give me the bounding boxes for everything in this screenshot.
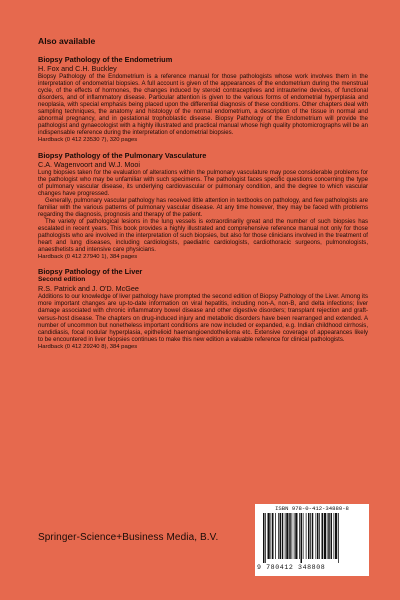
book-title: Biopsy Pathology of the Liver [38, 267, 143, 277]
book-description: Lung biopsies taken for the evaluation of alterations within the pulmonary vasculature may pose considerable problems for the pathologist who may be unfamiliar with such specimens. The pathologist faces specific questions concerning the type of pulmonary vascular disease, its underlying cardiovascular or pulmonary condition, and the degree to which vascular changes have progressed. [38, 169, 368, 197]
barcode-icon [261, 513, 363, 563]
book-description: Additions to our knowledge of liver pathology have prompted the second edition of Biopsy Pathology of the Liver. Among its more important changes are up-to-date information on viral hepatitis, including non-A, non-B, and delta infections; liver damage associated with chronic inflammatory bowel disease and other digestive disorders; transplant rejection and graft-versus-host disease. The chapters on drug-induced injury and metabolic disorders have been rearranged and extended. A number of uncommon but nonetheless important conditions are now included or expanded, e.g. Indian childhood cirrhosis, candidiasis, focal nodular hyperplasia, epithelioid haemangioendothelioma etc. Extensive coverage of appearances likely to be encountered in liver biopsies continues to make this new edition a valuable reference for clinical pathologists. [38, 294, 368, 343]
book-authors: R.S. Patrick and J. O'D. McGee [38, 284, 139, 294]
back-cover-text [38, 36, 368, 357]
barcode-digits: 9 780412 348808 [257, 564, 326, 571]
book-description: Biopsy Pathology of the Endometrium is a reference manual for those pathologists whose work involves them in the interpretation of endometrial biopsies. A full account is given of the appearances of the endometrium during the menstrual cycle, of the effects of hormones, the changes induced by steroid contraceptives and intrauterine devices, of functional disorders, and of inflammatory disease. Particular attention is given to the various forms of endometrial hyperplasia and neoplasia, with special emphasis being placed upon the differential diagnosis of these conditions. Other chapters deal with sampling techniques, the anatomy and histology of the normal endometrium, a description of the tissue in normal and abnormal pregnancy, and in gestational trophoblastic disease. Biopsy Pathology of the Endometrium will provide the pathologist and gynaecologist with a highly illustrated and practical manual whose high quality photomicrographs will be an indispensable reference during the interpretation of endometrial biopsies. [38, 74, 368, 137]
book-title: Biopsy Pathology of the Endometrium [38, 55, 173, 64]
also-available-heading: Also available [38, 36, 96, 46]
book-hardback-info: Hardback (0 412 23530 7), 320 pages [38, 137, 138, 144]
book-hardback-info: Hardback (0 412 27940 1), 384 pages [38, 254, 138, 261]
book-edition: Second edition [38, 276, 86, 284]
isbn-barcode [255, 504, 369, 576]
book-entry-pulmonary-vasculature [38, 151, 368, 262]
book-entry-endometrium [38, 55, 368, 145]
isbn-text: ISBN 978-0-412-34880-8 [275, 505, 349, 512]
book-title: Biopsy Pathology of the Pulmonary Vasculature [38, 150, 207, 160]
book-hardback-info: Hardback (0 412 29240 8), 384 pages [38, 343, 138, 350]
book-description: Generally, pulmonary vascular pathology has received little attention in textbooks on pathology, and few pathologists are familiar with the various patterns of pulmonary vascular disease. At any time however, they may be faced with problems regarding the diagnosis, prognosis and therapy of the patient. [38, 197, 368, 218]
book-entry-liver [38, 267, 368, 351]
publisher-name: Springer-Science+Business Media, B.V. [38, 532, 219, 543]
book-description: The variety of pathological lesions in the lung vessels is extraordinarily great and the number of such biopsies has escalated in recent years. This book provides a highly illustrated and comprehensive reference manual not only for those pathologists who are involved in the interpretation of such biopsies, but also for those clinicians involved in the treatment of heart and lung diseases, including cardiologists, paediatric cardiologists, cardiothoracic surgeons, pulmonologists, anaesthetists and intensive care physicians. [38, 218, 368, 254]
book-authors: C.A. Wagenvoort and W.J. Mooi [38, 159, 140, 169]
book-authors: H. Fox and C.H. Buckley [38, 64, 117, 73]
